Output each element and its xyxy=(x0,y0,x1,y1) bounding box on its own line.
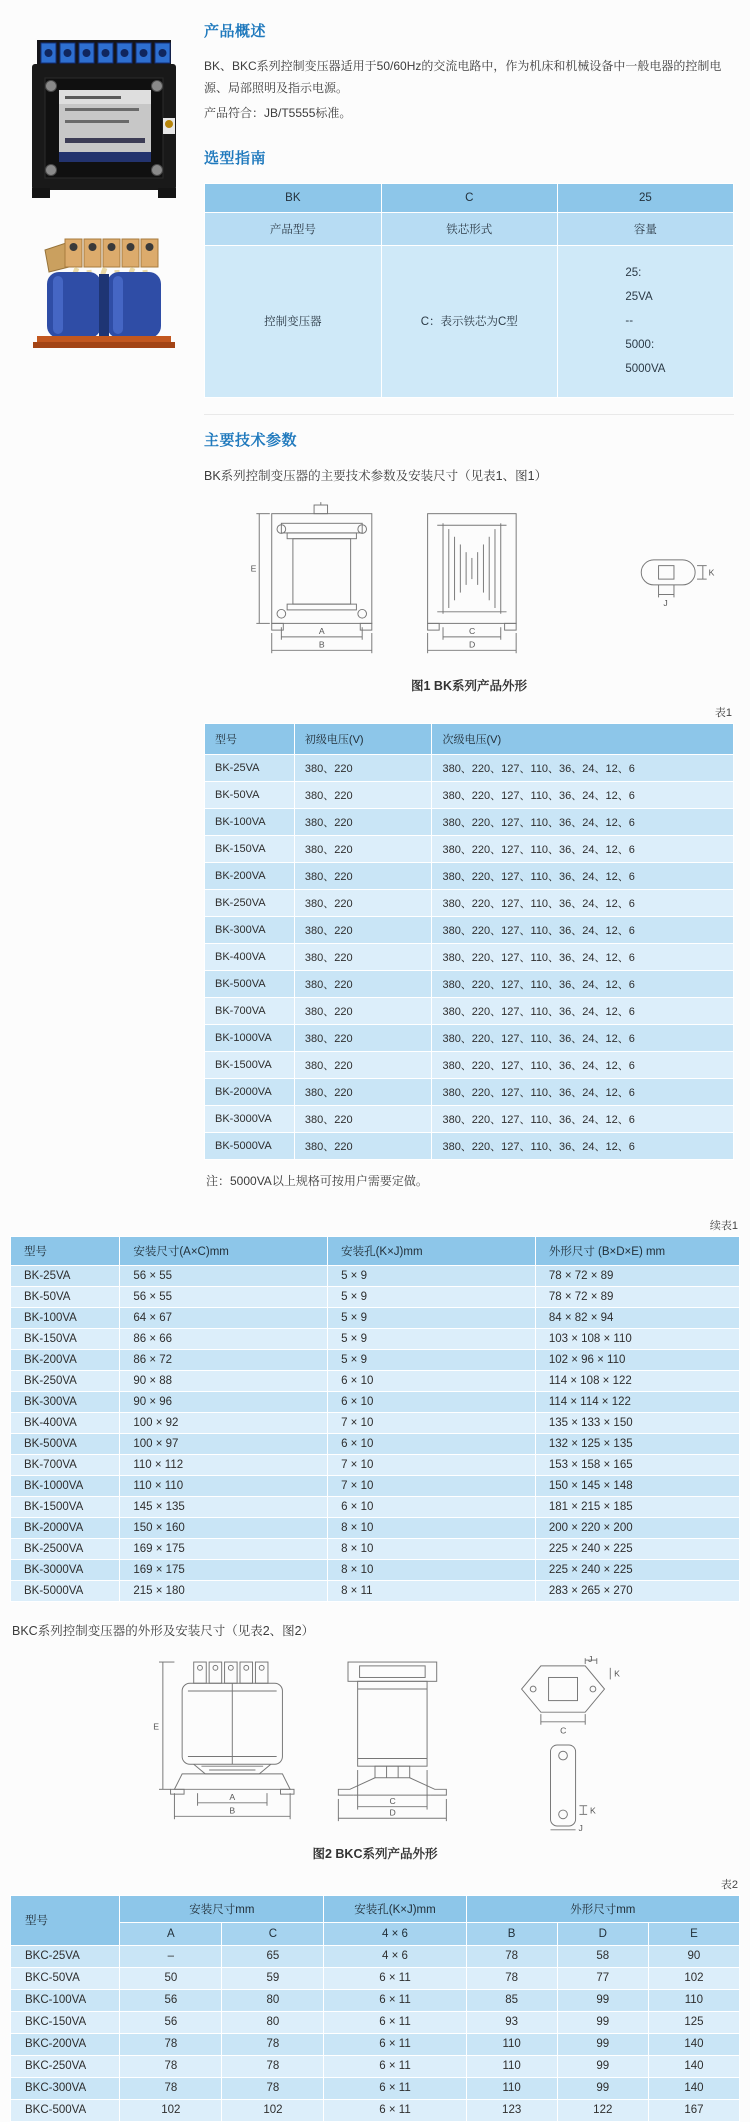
column-header: BK xyxy=(205,183,382,212)
table-row xyxy=(11,2011,740,2033)
product-photo-column xyxy=(10,14,198,1191)
table-cell: 56 × 55 xyxy=(120,1287,328,1308)
table-cell: 145 × 135 xyxy=(120,1497,328,1518)
tech-params-title: 主要技术参数 xyxy=(204,431,298,449)
dimensions-table xyxy=(10,1236,740,1602)
table-cell: 80 xyxy=(222,1989,324,2011)
dim-label-c: C xyxy=(389,1795,396,1806)
table-cell: 78 × 72 × 89 xyxy=(535,1287,739,1308)
table-cell: BK-1000VA xyxy=(11,1476,120,1497)
table-row xyxy=(11,1371,740,1392)
table-cell: BKC-300VA xyxy=(11,2077,120,2099)
table-cell: 5 × 9 xyxy=(328,1266,536,1287)
dim-label-k2: K xyxy=(590,1805,596,1816)
column-header: 型号 xyxy=(11,1895,120,1945)
table-cell: 78 xyxy=(222,2033,324,2055)
table-cell: 5 × 9 xyxy=(328,1329,536,1350)
table-cell: 5 × 9 xyxy=(328,1308,536,1329)
table-cell: 64 × 67 xyxy=(120,1308,328,1329)
table-cell: 7 × 10 xyxy=(328,1455,536,1476)
table-cell: 380、220、127、110、36、24、12、6 xyxy=(432,890,734,917)
table-cell: 135 × 133 × 150 xyxy=(535,1413,739,1434)
table-row xyxy=(11,1392,740,1413)
table-cell: 380、220 xyxy=(294,998,432,1025)
dim-label-a: A xyxy=(318,626,325,637)
table-row xyxy=(11,1497,740,1518)
table-cell: 380、220 xyxy=(294,890,432,917)
table-cell: BK-5000VA xyxy=(11,1581,120,1602)
table-row xyxy=(11,1434,740,1455)
column-group-header: 外形尺寸mm xyxy=(466,1895,739,1922)
table-cell: BK-700VA xyxy=(11,1455,120,1476)
table-cell: 99 xyxy=(557,1989,648,2011)
table-cell: 8 × 10 xyxy=(328,1560,536,1581)
table-cell: BK-25VA xyxy=(11,1266,120,1287)
figure2-drawing xyxy=(105,1653,645,1835)
table-cell: 93 xyxy=(466,2011,557,2033)
table-cell: 90 × 96 xyxy=(120,1392,328,1413)
table-cell: 78 xyxy=(466,1945,557,1967)
table-cell: 169 × 175 xyxy=(120,1539,328,1560)
table-cell: 5 × 9 xyxy=(328,1350,536,1371)
table-cell: 65 xyxy=(222,1945,324,1967)
table-cell: BK-50VA xyxy=(205,782,295,809)
table-cell: 380、220、127、110、36、24、12、6 xyxy=(432,809,734,836)
bk-product-photo xyxy=(29,38,179,206)
table-cell: 380、220、127、110、36、24、12、6 xyxy=(432,971,734,998)
text-line: 25VA xyxy=(625,291,653,304)
figure1 xyxy=(204,497,734,672)
table-cell: BKC-250VA xyxy=(11,2055,120,2077)
table-cell xyxy=(557,245,733,397)
column-header: 安装尺寸(A×C)mm xyxy=(120,1237,328,1266)
table-cell: 4 × 6 xyxy=(324,1945,466,1967)
table-cell: 380、220 xyxy=(294,836,432,863)
table-cell: 122 xyxy=(557,2099,648,2121)
table-row xyxy=(205,1079,734,1106)
dim-label-a: A xyxy=(229,1791,236,1802)
table-cell: 150 × 160 xyxy=(120,1518,328,1539)
table-row xyxy=(205,917,734,944)
table-cell: 114 × 114 × 122 xyxy=(535,1392,739,1413)
table-row xyxy=(205,782,734,809)
table-row xyxy=(205,809,734,836)
dim-label-e: E xyxy=(153,1721,159,1732)
table-cell: BK-2000VA xyxy=(205,1079,295,1106)
table-cell: 380、220 xyxy=(294,863,432,890)
table-cell: 102 × 96 × 110 xyxy=(535,1350,739,1371)
table-cell: 56 xyxy=(120,2011,222,2033)
table-cell: BK-400VA xyxy=(11,1413,120,1434)
table-cell: BK-3000VA xyxy=(11,1560,120,1581)
column-header: 次级电压(V) xyxy=(432,724,734,755)
table-cell: BK-700VA xyxy=(205,998,295,1025)
table-cell: BKC-150VA xyxy=(11,2011,120,2033)
table-row xyxy=(11,1329,740,1350)
table-cell: 6 × 10 xyxy=(328,1371,536,1392)
table-row xyxy=(205,863,734,890)
table-cell: 8 × 11 xyxy=(328,1581,536,1602)
column-header: C xyxy=(381,183,557,212)
column-header: A xyxy=(120,1922,222,1945)
table-cell: 56 xyxy=(120,1989,222,2011)
dim-label-j: J xyxy=(588,1653,593,1664)
table-cell: BK-100VA xyxy=(11,1308,120,1329)
table-cell: 110 xyxy=(466,2077,557,2099)
table-cell: 6 × 11 xyxy=(324,2011,466,2033)
column-header: 型号 xyxy=(11,1237,120,1266)
table-cell: 140 xyxy=(648,2033,739,2055)
table-row xyxy=(11,1455,740,1476)
table-cell: BK-200VA xyxy=(11,1350,120,1371)
table-cell: 99 xyxy=(557,2055,648,2077)
table-cell: 380、220 xyxy=(294,1025,432,1052)
table-cell: 78 xyxy=(120,2077,222,2099)
table-cell: 140 xyxy=(648,2077,739,2099)
figure2 xyxy=(10,1653,740,1840)
dim-label-c2: C xyxy=(560,1725,567,1736)
table-cell: 123 xyxy=(466,2099,557,2121)
table-cell: 110 × 112 xyxy=(120,1455,328,1476)
table-row xyxy=(11,2077,740,2099)
table-cell: BK-500VA xyxy=(11,1434,120,1455)
text-line: -- xyxy=(625,315,634,328)
overview-title: 产品概述 xyxy=(204,23,267,40)
table-cell: 7 × 10 xyxy=(328,1413,536,1434)
bkc-product-photo xyxy=(29,236,179,348)
table-row xyxy=(205,971,734,998)
table-cell: BK-2000VA xyxy=(11,1518,120,1539)
column-header: 安装孔(K×J)mm xyxy=(328,1237,536,1266)
overview-standard-text: 产品符合：JB/T5555标准。 xyxy=(204,106,352,121)
table-cell: 380、220、127、110、36、24、12、6 xyxy=(432,1106,734,1133)
table-cell: 283 × 265 × 270 xyxy=(535,1581,739,1602)
bk-intro-text: BK系列控制变压器的主要技术参数及安装尺寸（见表1、图1） xyxy=(204,468,548,483)
table-cell: 225 × 240 × 225 xyxy=(535,1560,739,1581)
table-cell: 50 xyxy=(120,1967,222,1989)
table-cell: BK-5000VA xyxy=(205,1133,295,1160)
table-cell: 容量 xyxy=(557,212,733,245)
table-cell: 86 × 72 xyxy=(120,1350,328,1371)
table-cell: 167 xyxy=(648,2099,739,2121)
text-line: 5000VA xyxy=(625,363,666,376)
table-row xyxy=(205,836,734,863)
table-cell: 110 × 110 xyxy=(120,1476,328,1497)
table-cell: BKC-500VA xyxy=(11,2099,120,2121)
table-row xyxy=(11,1581,740,1602)
table-cell: 80 xyxy=(222,2011,324,2033)
table-cell: 380、220、127、110、36、24、12、6 xyxy=(432,1052,734,1079)
dim-label-c: C xyxy=(469,626,476,637)
table-cell: 6 × 10 xyxy=(328,1392,536,1413)
table-cell: 6 × 11 xyxy=(324,2033,466,2055)
table-subheader-row xyxy=(11,1922,740,1945)
table-row xyxy=(11,2055,740,2077)
dim-label-d: D xyxy=(389,1807,396,1818)
table-cell: BK-1500VA xyxy=(11,1497,120,1518)
table-cell: 控制变压器 xyxy=(205,245,382,397)
cont-table-label: 续表1 xyxy=(709,1220,738,1233)
figure1-drawing xyxy=(214,497,724,667)
table-cell: 200 × 220 × 200 xyxy=(535,1518,739,1539)
table-header-row xyxy=(11,1895,740,1922)
table-cell: 181 × 215 × 185 xyxy=(535,1497,739,1518)
table-row xyxy=(205,1025,734,1052)
table-cell: 110 xyxy=(466,2055,557,2077)
figure2-caption: 图2 BKC系列产品外形 xyxy=(312,1846,438,1861)
selection-detail-row xyxy=(205,245,734,397)
table-row xyxy=(11,1413,740,1434)
selection-subheader-row xyxy=(205,212,734,245)
dim-label-e: E xyxy=(250,563,257,574)
table-cell: BKC-100VA xyxy=(11,1989,120,2011)
table-cell: 59 xyxy=(222,1967,324,1989)
table-cell: 58 xyxy=(557,1945,648,1967)
table-cell: 380、220 xyxy=(294,755,432,782)
table-header-row xyxy=(11,1237,740,1266)
table-row xyxy=(11,1945,740,1967)
table-cell: BKC-200VA xyxy=(11,2033,120,2055)
table-cell: 100 × 92 xyxy=(120,1413,328,1434)
table-cell: 8 × 10 xyxy=(328,1518,536,1539)
table-cell: 99 xyxy=(557,2033,648,2055)
table-cell: 380、220、127、110、36、24、12、6 xyxy=(432,1025,734,1052)
selection-table xyxy=(204,183,734,398)
column-header: 外形尺寸 (B×D×E) mm xyxy=(535,1237,739,1266)
column-header: 4 × 6 xyxy=(324,1922,466,1945)
table-cell: 102 xyxy=(648,1967,739,1989)
table-cell: 225 × 240 × 225 xyxy=(535,1539,739,1560)
column-header: 25 xyxy=(557,183,733,212)
column-header: D xyxy=(557,1922,648,1945)
table-cell: 380、220、127、110、36、24、12、6 xyxy=(432,863,734,890)
table-cell: 102 xyxy=(222,2099,324,2121)
selection-guide-title: 选型指南 xyxy=(204,149,267,167)
voltage-table xyxy=(204,723,734,1160)
table-cell: 380、220、127、110、36、24、12、6 xyxy=(432,1133,734,1160)
table-cell: 产品型号 xyxy=(205,212,382,245)
table-row xyxy=(11,1350,740,1371)
dim-label-k: K xyxy=(614,1668,620,1679)
table-cell: 380、220 xyxy=(294,1133,432,1160)
table-cell: 84 × 82 × 94 xyxy=(535,1308,739,1329)
table-row xyxy=(205,890,734,917)
table-cell: BK-1000VA xyxy=(205,1025,295,1052)
table-cell: 169 × 175 xyxy=(120,1560,328,1581)
table-cell: 380、220 xyxy=(294,971,432,998)
divider xyxy=(204,414,734,415)
text-line: 25: xyxy=(625,266,642,279)
table-cell: 114 × 108 × 122 xyxy=(535,1371,739,1392)
table-cell: 380、220、127、110、36、24、12、6 xyxy=(432,782,734,809)
table-cell: 90 × 88 xyxy=(120,1371,328,1392)
text-line: 5000: xyxy=(625,339,655,352)
table-cell: 380、220 xyxy=(294,917,432,944)
table-cell: 110 xyxy=(466,2033,557,2055)
table-cell: 56 × 55 xyxy=(120,1266,328,1287)
dim-label-d: D xyxy=(469,639,476,650)
table-row xyxy=(205,998,734,1025)
table-cell: BK-150VA xyxy=(205,836,295,863)
table-row xyxy=(11,1560,740,1581)
table-row xyxy=(11,1539,740,1560)
table-cell: 78 xyxy=(120,2033,222,2055)
table-row xyxy=(11,2099,740,2121)
selection-header-row xyxy=(205,183,734,212)
column-header: 初级电压(V) xyxy=(294,724,432,755)
table-cell: 90 xyxy=(648,1945,739,1967)
table-cell: 380、220 xyxy=(294,1052,432,1079)
table-row xyxy=(205,755,734,782)
table-cell: BK-150VA xyxy=(11,1329,120,1350)
table-cell: 85 xyxy=(466,1989,557,2011)
table-cell: 6 × 11 xyxy=(324,1989,466,2011)
table-cell: 380、220、127、110、36、24、12、6 xyxy=(432,836,734,863)
column-header: C xyxy=(222,1922,324,1945)
table-cell: 380、220、127、110、36、24、12、6 xyxy=(432,917,734,944)
table-row xyxy=(205,944,734,971)
table-row xyxy=(205,1133,734,1160)
table-cell: 102 xyxy=(120,2099,222,2121)
bkc-intro-text: BKC系列控制变压器的外形及安装尺寸（见表2、图2） xyxy=(12,1624,315,1639)
table-cell: BK-100VA xyxy=(205,809,295,836)
table-cell: 6 × 11 xyxy=(324,2099,466,2121)
table-row xyxy=(11,1518,740,1539)
table-row xyxy=(11,1287,740,1308)
table-cell: BK-500VA xyxy=(205,971,295,998)
table-cell: 6 × 11 xyxy=(324,2055,466,2077)
table-header-row xyxy=(205,724,734,755)
dim-label-j: J xyxy=(663,598,668,609)
table-cell: 86 × 66 xyxy=(120,1329,328,1350)
dim-label-b: B xyxy=(318,639,325,650)
table-cell: 6 × 10 xyxy=(328,1434,536,1455)
table-cell: BK-50VA xyxy=(11,1287,120,1308)
table-cell: 380、220 xyxy=(294,1079,432,1106)
column-group-header: 安装孔(K×J)mm xyxy=(324,1895,466,1922)
table-row xyxy=(205,1052,734,1079)
table-row xyxy=(11,1989,740,2011)
table-cell: 5 × 9 xyxy=(328,1287,536,1308)
table-cell: BK-250VA xyxy=(11,1371,120,1392)
table-cell: BK-1500VA xyxy=(205,1052,295,1079)
table-row xyxy=(11,1476,740,1497)
table-cell: BK-300VA xyxy=(205,917,295,944)
column-header: 型号 xyxy=(205,724,295,755)
column-group-header: 安装尺寸mm xyxy=(120,1895,324,1922)
table-row xyxy=(11,1308,740,1329)
table-cell: 6 × 10 xyxy=(328,1497,536,1518)
table-cell: 380、220、127、110、36、24、12、6 xyxy=(432,944,734,971)
table-row xyxy=(11,2033,740,2055)
table-cell: – xyxy=(120,1945,222,1967)
table-row xyxy=(11,1266,740,1287)
table-cell: C：表示铁芯为C型 xyxy=(381,245,557,397)
table-cell: 78 xyxy=(222,2077,324,2099)
table-cell: BK-2500VA xyxy=(11,1539,120,1560)
overview-text: BK、BKC系列控制变压器适用于50/60Hz的交流电路中，作为机床和机械设备中一般电器的控制电源、局部照明及指示电源。 xyxy=(204,59,722,95)
table-cell: BK-3000VA xyxy=(205,1106,295,1133)
capacity-range xyxy=(625,261,665,382)
table-cell: BKC-50VA xyxy=(11,1967,120,1989)
column-header: B xyxy=(466,1922,557,1945)
table-cell: 100 × 97 xyxy=(120,1434,328,1455)
table-cell: BK-250VA xyxy=(205,890,295,917)
table-cell: 99 xyxy=(557,2077,648,2099)
table-cell: 380、220 xyxy=(294,809,432,836)
table-cell: 铁芯形式 xyxy=(381,212,557,245)
table-cell: 380、220、127、110、36、24、12、6 xyxy=(432,1079,734,1106)
table1-note: 注：5000VA以上规格可按用户需要定做。 xyxy=(206,1174,428,1189)
table-cell: 6 × 11 xyxy=(324,1967,466,1989)
table-cell: 132 × 125 × 135 xyxy=(535,1434,739,1455)
table-cell: 99 xyxy=(557,2011,648,2033)
table-cell: 380、220 xyxy=(294,944,432,971)
table-cell: 78 xyxy=(222,2055,324,2077)
table-cell: 78 xyxy=(466,1967,557,1989)
main-content xyxy=(198,14,734,1191)
table-cell: BK-25VA xyxy=(205,755,295,782)
table-cell: 380、220 xyxy=(294,782,432,809)
table-cell: 78 xyxy=(120,2055,222,2077)
table-cell: 380、220、127、110、36、24、12、6 xyxy=(432,755,734,782)
table-cell: 215 × 180 xyxy=(120,1581,328,1602)
table-cell: 150 × 145 × 148 xyxy=(535,1476,739,1497)
table-cell: 77 xyxy=(557,1967,648,1989)
table-cell: 7 × 10 xyxy=(328,1476,536,1497)
table-cell: 103 × 108 × 110 xyxy=(535,1329,739,1350)
table-cell: 153 × 158 × 165 xyxy=(535,1455,739,1476)
table-cell: BK-300VA xyxy=(11,1392,120,1413)
dimensions-section xyxy=(0,1217,750,2122)
table-cell: 140 xyxy=(648,2055,739,2077)
table-cell: 380、220 xyxy=(294,1106,432,1133)
column-header: E xyxy=(648,1922,739,1945)
table-cell: BKC-25VA xyxy=(11,1945,120,1967)
table-cell: BK-200VA xyxy=(205,863,295,890)
table-cell: 6 × 11 xyxy=(324,2077,466,2099)
dim-label-b: B xyxy=(229,1805,236,1816)
dim-label-j2: J xyxy=(578,1822,583,1833)
table-cell: BK-400VA xyxy=(205,944,295,971)
table-cell: 110 xyxy=(648,1989,739,2011)
table-row xyxy=(11,1967,740,1989)
table1-label: 表1 xyxy=(714,707,732,720)
bkc-dimensions-table xyxy=(10,1895,740,2122)
table-cell: 8 × 10 xyxy=(328,1539,536,1560)
table2-label: 表2 xyxy=(720,1878,738,1891)
table-cell: 380、220、127、110、36、24、12、6 xyxy=(432,998,734,1025)
table-cell: 125 xyxy=(648,2011,739,2033)
figure1-caption: 图1 BK系列产品外形 xyxy=(411,679,527,694)
table-cell: 78 × 72 × 89 xyxy=(535,1266,739,1287)
table-row xyxy=(205,1106,734,1133)
dim-label-k: K xyxy=(708,567,715,578)
